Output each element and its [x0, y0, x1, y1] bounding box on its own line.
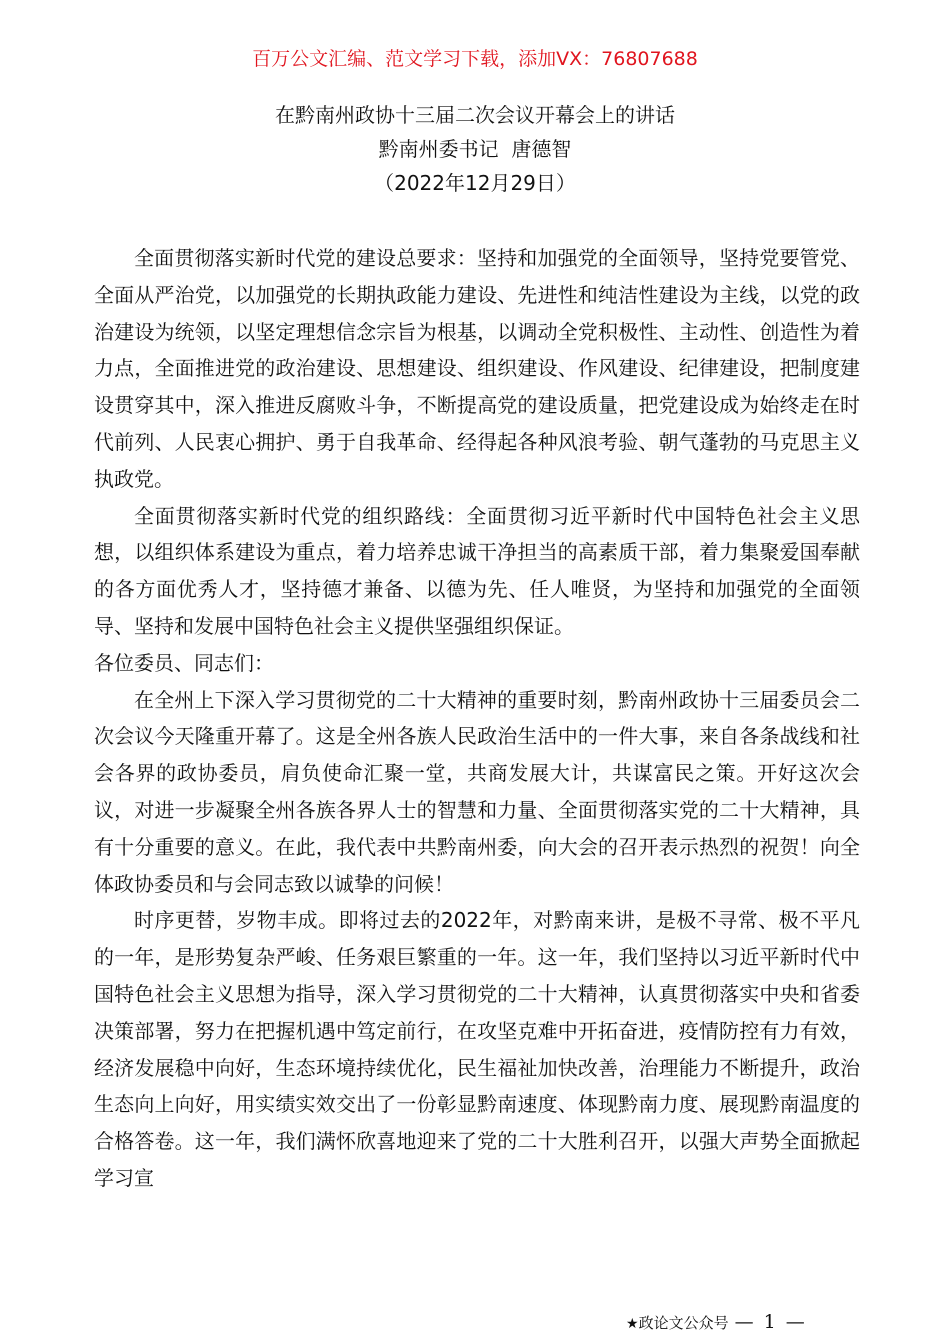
star-icon: ★	[626, 1316, 639, 1332]
salutation: 各位委员、同志们：	[94, 650, 274, 675]
paragraph-opening: 在全州上下深入学习贯彻党的二十大精神的重要时刻，黔南州政协十三届委员会二次会议今天隆重开幕了。这是全州各族人民政治生活中的一件大事，来自各条战线和社会各界的政协委员，肩负使命汇聚一堂，共商发展大计，共谋富民之策。开好这次会议，对进一步凝聚全州各族各界人士的智慧和力量、全面贯彻落实党的二十大精神，具有十分重要的意义。在此，我代表中共黔南州委，向大会的召开表示热烈的祝贺！向全体政协委员和与会同志致以诚挚的问候！	[94, 687, 860, 896]
page-footer	[626, 1311, 886, 1335]
promo-banner: 百万公文汇编、范文学习下载，添加VX：76807688	[252, 48, 698, 70]
speaker-line: 黔南州委书记 唐德智	[378, 137, 572, 161]
page-number: — 1 —	[734, 1311, 807, 1333]
document-title: 在黔南州政协十三届二次会议开幕会上的讲话	[275, 103, 675, 127]
footer-account: 政论文公众号	[638, 1314, 729, 1332]
paragraph-organization-line: 全面贯彻落实新时代党的组织路线：全面贯彻习近平新时代中国特色社会主义思想，以组织体系建设为重点，着力培养忠诚干净担当的高素质干部，着力集聚爱国奉献的各方面优秀人才，坚持德才兼备、以德为先、任人唯贤，为坚持和加强党的全面领导、坚持和发展中国特色社会主义提供坚强组织保证。	[94, 503, 860, 638]
paragraph-year-review: 时序更替，岁物丰成。即将过去的2022年，对黔南来讲，是极不寻常、极不平凡的一年，是形势复杂严峻、任务艰巨繁重的一年。这一年，我们坚持以习近平新时代中国特色社会主义思想为指导，深入学习贯彻党的二十大精神，认真贯彻落实中央和省委决策部署，努力在把握机遇中笃定前行，在攻坚克难中开拓奋进，疫情防控有力有效，经济发展稳中向好，生态环境持续优化，民生福祉加快改善，治理能力不断提升，政治生态向上向好，用实绩实效交出了一份彰显黔南速度、体现黔南力度、展现黔南温度的合格答卷。这一年，我们满怀欣喜地迎来了党的二十大胜利召开，以强大声势全面掀起学习宣	[94, 908, 860, 1190]
paragraph-party-building: 全面贯彻落实新时代党的建设总要求：坚持和加强党的全面领导，坚持党要管党、全面从严治党，以加强党的长期执政能力建设、先进性和纯洁性建设为主线，以党的政治建设为统领，以坚定理想信念宗旨为根基，以调动全党积极性、主动性、创造性为着力点，全面推进党的政治建设、思想建设、组织建设、作风建设、纪律建设，把制度建设贯穿其中，深入推进反腐败斗争，不断提高党的建设质量，把党建设成为始终走在时代前列、人民衷心拥护、勇于自我革命、经得起各种风浪考验、朝气蓬勃的马克思主义执政党。	[94, 246, 860, 491]
document-body	[94, 240, 860, 1197]
speech-date: （2022年12月29日）	[374, 171, 576, 195]
document-header	[0, 98, 950, 200]
